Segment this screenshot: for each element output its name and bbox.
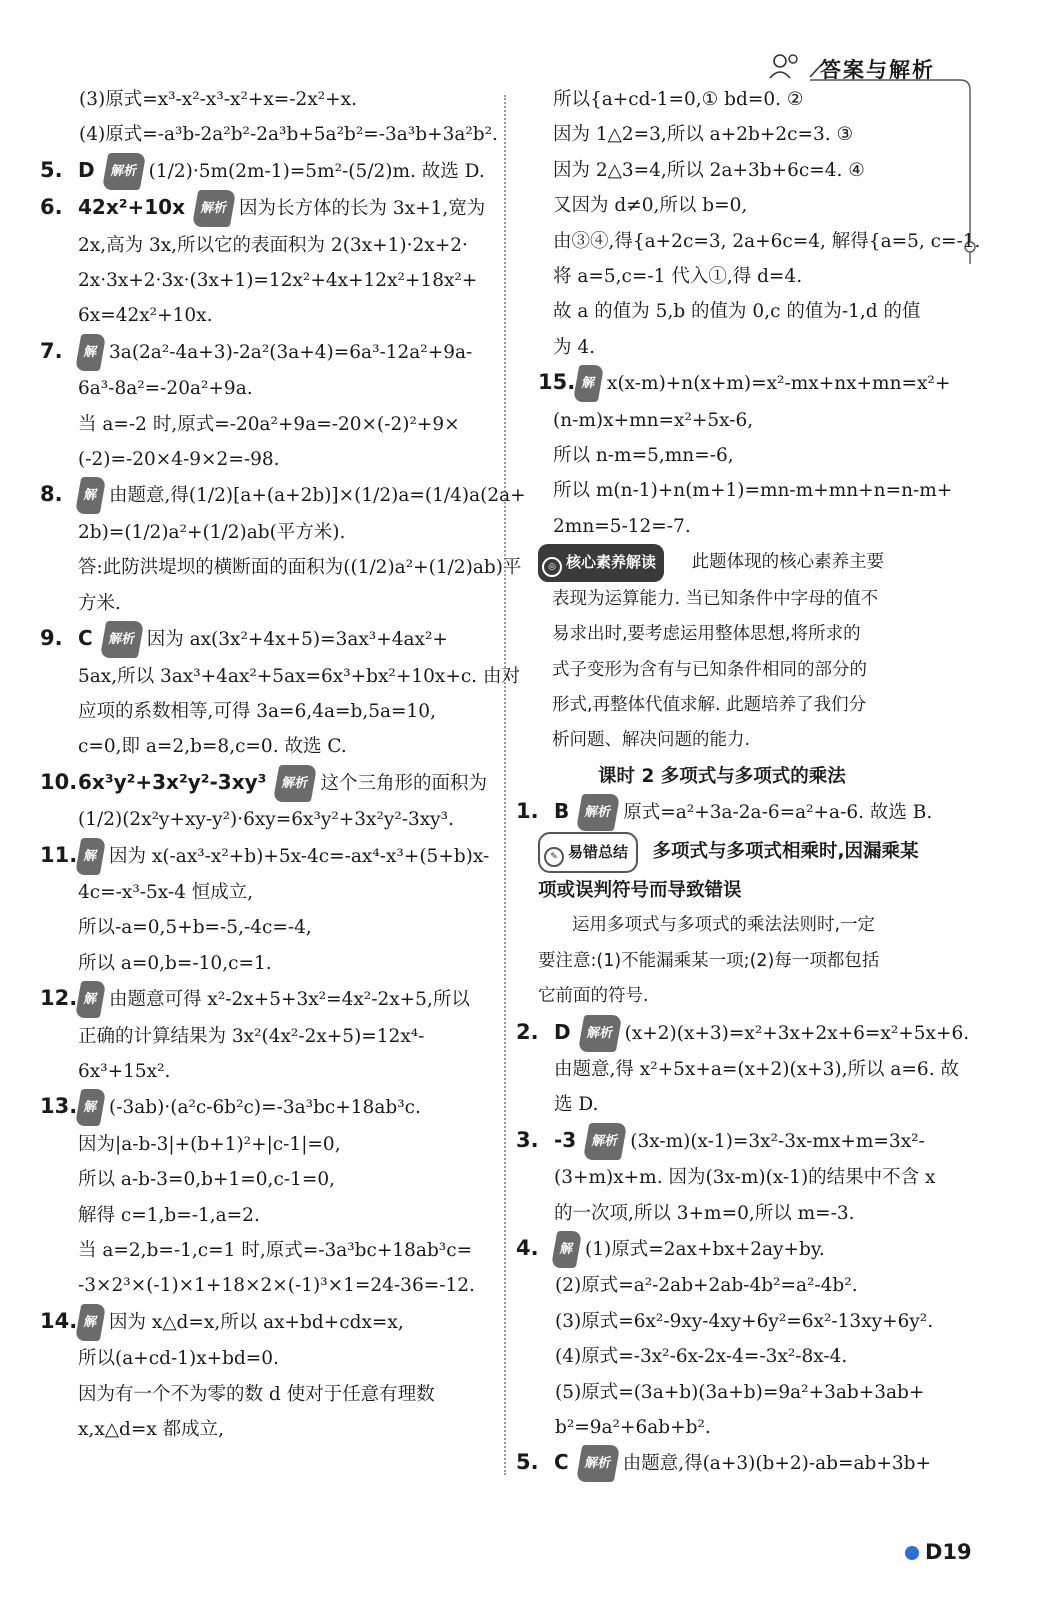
text-line — [40, 1089, 495, 1126]
mistake-line: 运用多项式与多项式的乘法法则时,一定 — [572, 915, 876, 936]
text-line — [538, 188, 968, 223]
line-text: -3×2³×(-1)×1+18×2×(-1)³×1=24-36=-12. — [78, 1275, 475, 1297]
text-line — [40, 477, 526, 514]
line-text: 所以(a+cd-1)x+bd=0. — [78, 1348, 279, 1370]
explanation-tag: 解析 — [583, 1123, 628, 1160]
line-text: (5)原式=(3a+b)(3a+b)=9a²+3ab+3ab+ — [555, 1381, 925, 1403]
right-block-c — [516, 1015, 968, 1483]
question-number: 15. — [538, 370, 576, 395]
mistake-label-text: 易错总结 — [568, 842, 629, 861]
text-line — [516, 1410, 968, 1445]
explanation-tag: 解 — [75, 477, 107, 514]
right-block-a — [538, 82, 981, 544]
text-line — [40, 1268, 495, 1303]
line-text: 所以 m(n-1)+n(m+1)=mn-m+mn+n=n-m+ — [553, 480, 953, 502]
explanation-tag: 解析 — [273, 765, 318, 802]
line-text: (1/2)·5m(2m-1)=5m²-(5/2)m. 故选 D. — [148, 160, 485, 182]
text-line — [516, 1375, 968, 1410]
right-block-b — [516, 794, 968, 831]
text-line — [516, 1339, 968, 1374]
explanation-tag: 解析 — [101, 153, 146, 190]
page-header-title: 答案与解析 — [820, 58, 935, 82]
literacy-badge-icon: ◎ — [542, 557, 562, 577]
line-text: 6x³+15x². — [78, 1060, 171, 1082]
line-text: b²=9a²+6ab+b². — [555, 1417, 711, 1439]
line-text: 6x=42x²+10x. — [78, 305, 213, 327]
explanation-tag: 解析 — [192, 190, 237, 227]
line-text: 6a³-8a²=-20a²+9a. — [78, 378, 253, 400]
line-text: 因为有一个不为零的数 d 使对于任意有理数 — [78, 1383, 435, 1405]
line-text: (3x-m)(x-1)=3x²-3x-mx+m=3x²- — [630, 1130, 925, 1152]
text-line — [516, 1304, 968, 1339]
question-number: 10. — [40, 769, 78, 794]
text-line — [40, 910, 495, 945]
line-text: 所以 a-b-3=0,b+1=0,c-1=0, — [78, 1169, 335, 1191]
text-line — [538, 82, 968, 117]
answer-choice: 42x²+10x — [78, 195, 185, 220]
line-text: (-3ab)·(a²c-6b²c)=-3a³bc+18ab³c. — [109, 1097, 421, 1119]
line-text: (1/2)(2x²y+xy-y²)·6xy=6x³y²+3x²y²-3xy³. — [78, 809, 454, 831]
line-text: (2)原式=a²-2ab+2ab-4b²=a²-4b². — [555, 1275, 858, 1297]
text-line — [40, 875, 495, 910]
people-logo-icon — [768, 52, 802, 80]
text-line — [40, 1019, 495, 1054]
line-text: 由题意可得 x²-2x+5+3x²=4x²-2x+5,所以 — [109, 989, 470, 1011]
text-line — [40, 659, 520, 694]
text-line — [40, 515, 495, 550]
text-line — [516, 1123, 968, 1160]
line-text: 因为 x(-ax³-x²+b)+5x-4c=-ax⁴-x³+(5+b)x- — [109, 845, 490, 867]
line-text: 解得 c=1,b=-1,a=2. — [78, 1204, 260, 1226]
line-text: 将 a=5,c=-1 代入①,得 d=4. — [553, 266, 803, 288]
text-line — [538, 473, 968, 508]
answer-choice: C — [78, 626, 93, 651]
line-text: x(x-m)+n(x+m)=x²-mx+nx+mn=x²+ — [607, 373, 951, 395]
text-line — [40, 1412, 495, 1447]
literacy-label-text: 核心素养解读 — [566, 553, 657, 572]
text-line — [516, 1087, 968, 1122]
text-line — [516, 1196, 968, 1231]
question-number: 3. — [516, 1127, 539, 1152]
line-text: 2b)=(1/2)a²+(1/2)ab(平方米). — [78, 521, 346, 543]
mistake-label — [538, 832, 638, 873]
mistake-head: 项或误判符号而导致错误 — [538, 879, 742, 901]
line-text: 因为|a-b-3|+(b+1)²+|c-1|=0, — [78, 1133, 341, 1155]
line-text: (x+2)(x+3)=x²+3x+2x+6=x²+5x+6. — [624, 1022, 970, 1044]
text-line — [516, 1268, 968, 1303]
text-line — [538, 403, 968, 438]
column-divider — [504, 95, 506, 1475]
text-line — [40, 550, 522, 585]
text-line — [40, 1054, 495, 1089]
text-line — [40, 334, 495, 371]
explanation-tag: 解析 — [99, 621, 144, 658]
explanation-tag: 解 — [75, 1089, 107, 1126]
line-text: x,x△d=x 都成立, — [78, 1419, 225, 1441]
text-line — [40, 765, 495, 802]
question-number: 8. — [40, 482, 63, 507]
line-text: (-2)=-20×4-9×2=-98. — [78, 449, 280, 471]
text-line — [40, 1198, 495, 1233]
line-text: 4c=-x³-5x-4 恒成立, — [78, 881, 254, 903]
mistake-box — [538, 832, 968, 1015]
line-text: 因为 x△d=x,所以 ax+bd+cdx=x, — [109, 1311, 404, 1333]
answer-choice: 6x³y²+3x²y²-3xy³ — [78, 769, 267, 794]
line-text: c=0,即 a=2,b=8,c=0. 故选 C. — [78, 736, 347, 758]
question-number: 9. — [40, 626, 63, 651]
line-text: 原式=a²+3a-2a-6=a²+a-6. 故选 B. — [623, 802, 933, 824]
question-number: 5. — [516, 1450, 539, 1475]
line-text: 3a(2a²-4a+3)-2a²(3a+4)=6a³-12a²+9a- — [109, 341, 473, 363]
text-line — [40, 729, 495, 764]
text-line — [538, 259, 968, 294]
explanation-tag: 解 — [551, 1231, 583, 1268]
line-text: 这个三角形的面积为 — [320, 772, 487, 794]
mistake-head: 多项式与多项式相乘时,因漏乘某 — [652, 840, 919, 862]
line-text: 应项的系数相等,可得 3a=6,4a=b,5a=10, — [78, 700, 436, 722]
line-text: 所以 a=0,b=-10,c=1. — [78, 952, 272, 974]
text-line — [40, 1377, 495, 1412]
text-line — [516, 794, 968, 831]
line-text: 由③④,得{a+2c=3, 2a+6c=4, 解得{a=5, c=-1. — [553, 230, 981, 252]
mistake-line: 它前面的符号. — [538, 986, 649, 1007]
text-line — [538, 153, 968, 188]
line-text: 所以-a=0,5+b=-5,-4c=-4, — [78, 917, 312, 939]
line-text: 由题意,得 x²+5x+a=(x+2)(x+3),所以 a=6. 故 — [554, 1058, 959, 1080]
line-text: (4)原式=-3x²-6x-2x-4=-3x²-8x-4. — [555, 1346, 848, 1368]
text-line — [40, 838, 495, 875]
literacy-box — [538, 544, 968, 758]
explanation-tag: 解析 — [577, 1015, 622, 1052]
literacy-line: 析问题、解决问题的能力. — [552, 730, 751, 751]
line-text: (4)原式=-a³b-2a²b²-2a³b+5a²b²=-3a³b+3a²b². — [79, 124, 498, 146]
text-line — [40, 946, 495, 981]
line-text: 由题意,得(a+3)(b+2)-ab=ab+3b+ — [622, 1453, 931, 1475]
text-line — [516, 1231, 968, 1268]
explanation-tag: 解 — [75, 981, 107, 1018]
literacy-line: 表现为运算能力. 当已知条件中字母的值不 — [552, 588, 879, 609]
text-line — [516, 1015, 968, 1052]
literacy-line: 式子变形为含有与已知条件相同的部分的 — [552, 659, 867, 680]
text-line — [40, 586, 495, 621]
line-text: 5ax,所以 3ax³+4ax²+5ax=6x³+bx²+10x+c. 由对 — [78, 665, 520, 687]
text-line — [538, 117, 968, 152]
text-line — [538, 294, 968, 329]
line-text: 当 a=2,b=-1,c=1 时,原式=-3a³bc+18ab³c= — [78, 1240, 473, 1261]
line-text: 因为长方体的长为 3x+1,宽为 — [239, 198, 486, 220]
line-text: (n-m)x+mn=x²+5x-6, — [553, 409, 754, 431]
text-line — [40, 298, 495, 333]
line-text: 所以 n-m=5,mn=-6, — [553, 445, 734, 467]
question-number: 1. — [516, 799, 539, 824]
text-line — [40, 1127, 495, 1162]
text-line — [538, 330, 968, 365]
question-number: 5. — [40, 157, 63, 182]
explanation-tag: 解 — [573, 365, 605, 402]
answer-choice: D — [78, 157, 95, 182]
text-line — [40, 117, 498, 152]
line-text: 的一次项,所以 3+m=0,所以 m=-3. — [554, 1202, 855, 1224]
line-text: 又因为 d≠0,所以 b=0, — [553, 195, 748, 217]
text-line — [516, 1445, 968, 1482]
line-text: 2x,高为 3x,所以它的表面积为 2(3x+1)·2x+2· — [78, 234, 468, 256]
text-line — [40, 1162, 495, 1197]
page-number — [905, 1540, 972, 1564]
right-column — [516, 82, 981, 1483]
line-text: (3+m)x+m. 因为(3x-m)(x-1)的结果中不含 x — [554, 1167, 936, 1189]
text-line — [40, 442, 495, 477]
page-dot-icon — [905, 1546, 919, 1560]
line-text: 当 a=-2 时,原式=-20a²+9a=-20×(-2)²+9× — [78, 413, 460, 435]
text-line — [40, 190, 495, 227]
question-number: 13. — [40, 1094, 78, 1119]
explanation-tag: 解 — [75, 334, 107, 371]
answer-choice: D — [554, 1019, 571, 1044]
line-text: 所以{a+cd-1=0,① bd=0. ② — [553, 89, 804, 110]
text-line — [40, 371, 495, 406]
line-text: 2mn=5-12=-7. — [553, 515, 691, 537]
text-line — [40, 694, 495, 729]
answer-choice: -3 — [554, 1127, 577, 1152]
literacy-line: 形式,再整体代值求解. 此题培养了我们分 — [552, 694, 867, 715]
line-text: 2x·3x+2·3x·(3x+1)=12x²+4x+12x²+18x²+ — [78, 270, 478, 292]
text-line — [40, 82, 495, 117]
text-line — [40, 621, 495, 658]
explanation-tag: 解 — [75, 1304, 107, 1341]
section-title: 课时 2 多项式与多项式的乘法 — [598, 765, 846, 787]
text-line — [40, 228, 495, 263]
question-number: 12. — [40, 986, 78, 1011]
text-line — [40, 153, 495, 190]
text-line — [538, 224, 981, 259]
line-text: 选 D. — [554, 1094, 599, 1116]
literacy-line: 此题体现的核心素养主要 — [691, 552, 885, 573]
explanation-tag: 解析 — [576, 794, 621, 831]
literacy-label — [538, 544, 664, 581]
text-line — [538, 365, 968, 402]
text-line — [538, 509, 968, 544]
line-text: (3)原式=6x²-9xy-4xy+6y²=6x²-13xy+6y². — [555, 1310, 934, 1332]
answer-choice: C — [554, 1450, 569, 1475]
text-line — [40, 263, 495, 298]
line-text: (3)原式=x³-x²-x³-x²+x=-2x²+x. — [79, 89, 357, 110]
line-text: 因为 1△2=3,所以 a+2b+2c=3. ③ — [553, 124, 854, 146]
literacy-line: 易求出时,要考虑运用整体思想,将所求的 — [552, 624, 861, 645]
line-text: 答:此防洪堤坝的横断面的面积为((1/2)a²+(1/2)ab)平 — [78, 557, 522, 579]
page-number-text: D19 — [925, 1540, 972, 1564]
question-number: 6. — [40, 195, 63, 220]
text-line — [40, 802, 495, 837]
mistake-line: 要注意:(1)不能漏乘某一项;(2)每一项都包括 — [538, 950, 880, 971]
explanation-tag: 解 — [75, 838, 107, 875]
line-text: 正确的计算结果为 3x²(4x²-2x+5)=12x⁴- — [78, 1025, 425, 1047]
line-text: 为 4. — [553, 336, 596, 358]
line-text: 因为 2△3=4,所以 2a+3b+6c=4. ④ — [553, 159, 865, 181]
text-line — [40, 1304, 495, 1341]
text-line — [40, 407, 495, 442]
text-line — [516, 1052, 968, 1087]
question-number: 2. — [516, 1019, 539, 1044]
question-number: 7. — [40, 338, 63, 363]
explanation-tag: 解析 — [575, 1445, 620, 1482]
line-text: (1)原式=2ax+bx+2ay+by. — [585, 1239, 825, 1260]
text-line — [40, 1341, 495, 1376]
line-text: 因为 ax(3x²+4x+5)=3ax³+4ax²+ — [146, 629, 448, 651]
question-number: 4. — [516, 1236, 539, 1260]
mistake-badge-icon: ✎ — [544, 847, 564, 867]
line-text: 由题意,得(1/2)[a+(a+2b)]×(1/2)a=(1/4)a(2a+ — [109, 485, 526, 507]
answer-choice: B — [554, 799, 570, 824]
text-line — [40, 981, 495, 1018]
left-column — [40, 82, 526, 1447]
question-number: 14. — [40, 1308, 78, 1333]
line-text: 方米. — [78, 592, 121, 614]
line-text: 故 a 的值为 5,b 的值为 0,c 的值为-1,d 的值 — [553, 301, 921, 323]
text-line — [516, 1160, 968, 1195]
text-line — [40, 1233, 495, 1268]
text-line — [538, 438, 968, 473]
question-number: 11. — [40, 842, 78, 867]
